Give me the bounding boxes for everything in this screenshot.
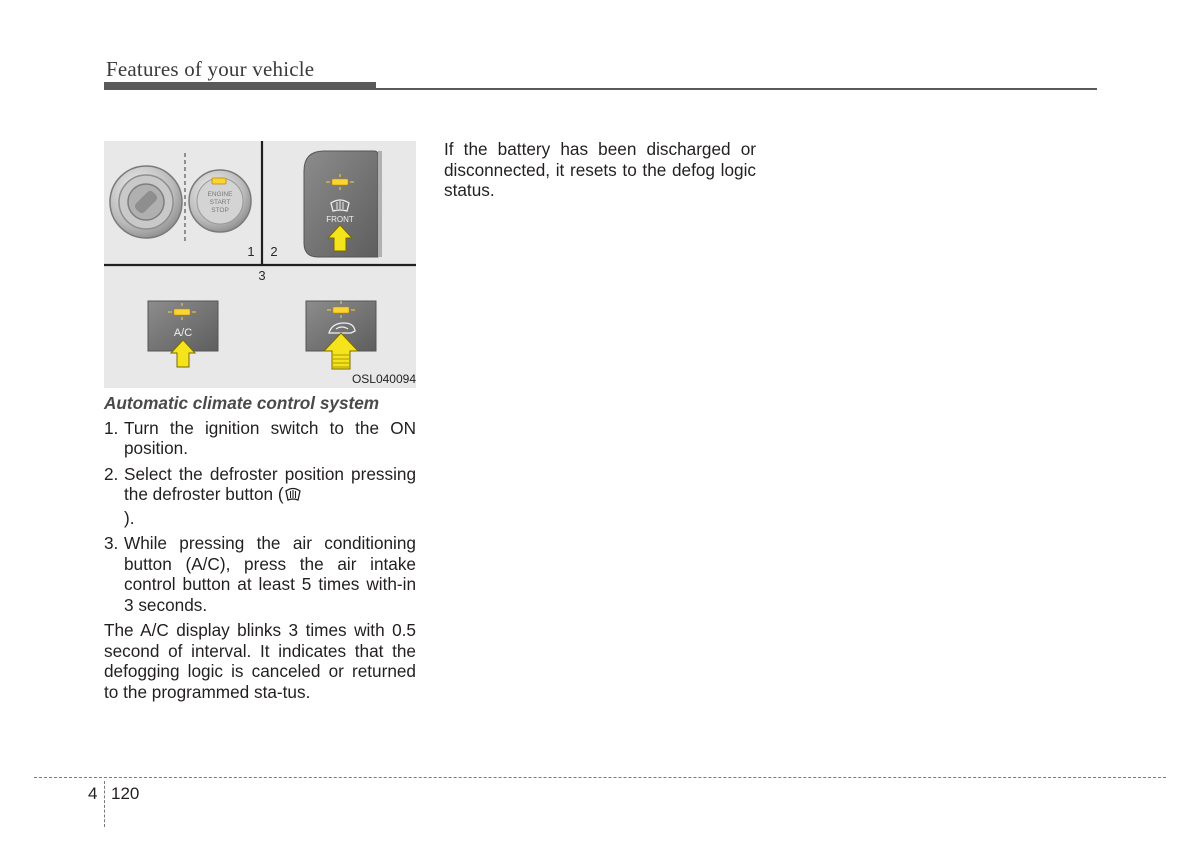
- ignition-key-cylinder-icon: [110, 166, 182, 238]
- panel-label-2: 2: [270, 244, 278, 259]
- climate-control-figure: [104, 141, 416, 388]
- battery-note-paragraph: If the battery has been discharged or disconnected, it resets to the defog logic status.: [444, 139, 756, 200]
- figure-illustration: [104, 141, 416, 388]
- engine-start-stop-button-icon: [189, 170, 251, 232]
- defroster-icon: [284, 486, 302, 508]
- section-caption: Automatic climate control system: [104, 393, 380, 413]
- panel-label-3: 3: [258, 268, 266, 283]
- air-intake-button-icon: [306, 301, 376, 369]
- step-text: Select the defroster position pressing the defroster button (: [124, 463, 416, 504]
- svg-text:ENGINE: ENGINE: [207, 191, 233, 198]
- step-number: 2.: [104, 463, 119, 484]
- step-text: Turn the ignition switch to the ON position.: [124, 417, 416, 458]
- blink-note-paragraph: The A/C display blinks 3 times with 0.5 second of interval. It indicates that the defogging logic is canceled or returned to the programmed sta-tus.: [104, 620, 416, 702]
- step-text: While pressing the air conditioning button (A/C), press the air intake control button at least 5 times with-in 3 seconds.: [124, 533, 416, 615]
- step-number: 1.: [104, 417, 119, 438]
- step-list: [104, 418, 416, 616]
- step-number: 3.: [104, 533, 119, 553]
- panel-label-1: 1: [247, 244, 255, 259]
- step-item-3: [104, 533, 416, 615]
- front-button-label: FRONT: [326, 215, 354, 224]
- step-item-2: [104, 464, 416, 529]
- page-header-title: Features of your vehicle: [106, 57, 315, 81]
- footer-divider: [104, 781, 105, 827]
- ac-button-label: A/C: [173, 327, 193, 339]
- svg-text:START: START: [209, 199, 231, 206]
- page-number: 120: [111, 784, 140, 803]
- step-text-end: ).: [124, 507, 135, 528]
- ac-button-icon: [148, 301, 218, 367]
- header-rule: [104, 88, 1097, 90]
- footer-rule: [34, 777, 1166, 778]
- step-item-1: [104, 418, 416, 459]
- svg-text:STOP: STOP: [211, 207, 229, 214]
- right-column: [444, 139, 756, 201]
- front-defrost-button-icon: [304, 151, 382, 257]
- figure-code: OSL040094: [351, 372, 416, 386]
- left-column: [104, 393, 416, 702]
- chapter-number: 4: [88, 784, 98, 803]
